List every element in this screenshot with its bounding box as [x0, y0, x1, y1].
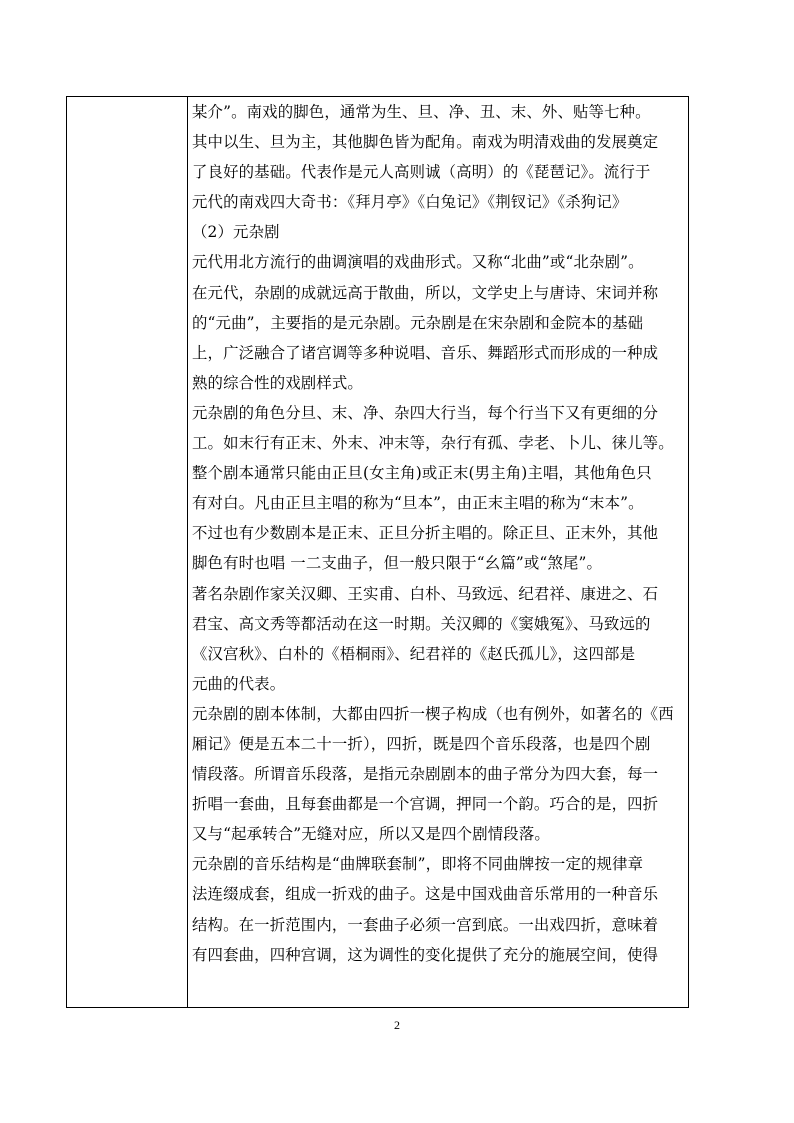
text-line: 在元代，杂剧的成就远高于散曲，所以，文学史上与唐诗、宋词并称	[192, 283, 659, 302]
text-line: 其中以生、旦为主，其他脚色皆为配角。南戏为明清戏曲的发展奠定	[192, 133, 659, 152]
text-line: 元曲的代表。	[192, 674, 286, 693]
text-line: 《汉宫秋》、白朴的《梧桐雨》、纪君祥的《赵氏孤儿》，这四部是	[192, 644, 636, 663]
text-line: （2）元杂剧	[192, 223, 280, 242]
text-line: 上，广泛融合了诸宫调等多种说唱、音乐、舞蹈形式而形成的一种成	[192, 343, 659, 362]
text-line: 整个剧本通常只能由正旦(女主角)或正末(男主角)主唱，其他角色只	[192, 464, 652, 483]
text-line: 情段落。所谓音乐段落，是指元杂剧剧本的曲子常分为四大套，每一	[192, 765, 659, 784]
text-line: 元杂剧的角色分旦、末、净、杂四大行当，每个行当下又有更细的分	[192, 403, 659, 422]
page-number: 2	[394, 1018, 400, 1032]
text-line: 熟的综合性的戏剧样式。	[192, 373, 363, 392]
column-divider	[187, 97, 188, 1007]
text-line: 工。如末行有正末、外末、冲末等，杂行有孤、孛老、卜儿、徕儿等。	[192, 434, 674, 453]
text-line: 某介”。南戏的脚色，通常为生、旦、净、丑、末、外、贴等七种。	[192, 103, 651, 121]
text-line: 有四套曲，四种宫调，这为调性的变化提供了充分的施展空间，使得	[192, 945, 659, 964]
text-line: 折唱一套曲，且每套曲都是一个宫调，押同一个韵。巧合的是，四折	[192, 795, 659, 814]
text-line: 了良好的基础。代表作是元人高则诚（高明）的《琵琶记》。流行于	[192, 163, 651, 182]
text-line: 有对白。凡由正旦主唱的称为“旦本”，由正末主唱的称为“末本”。	[192, 494, 644, 513]
text-line: 结构。在一折范围内，一套曲子必须一宫到底。一出戏四折，意味着	[192, 915, 659, 934]
text-line: 厢记》便是五本二十一折），四折，既是四个音乐段落，也是四个剧	[192, 734, 651, 753]
text-line: 元杂剧的音乐结构是“曲牌联套制”，即将不同曲牌按一定的规律章	[192, 855, 644, 874]
text-line: 元代用北方流行的曲调演唱的戏曲形式。又称“北曲”或“北杂剧”。	[192, 253, 644, 272]
content-table	[66, 96, 689, 1008]
text-line: 不过也有少数剧本是正末、正旦分折主唱的。除正旦、正末外，其他	[192, 524, 659, 543]
text-line: 的“元曲”，主要指的是元杂剧。元杂剧是在宋杂剧和金院本的基础	[192, 313, 644, 332]
text-line: 法连缀成套，组成一折戏的曲子。这是中国戏曲音乐常用的一种音乐	[192, 885, 659, 904]
text-line: 元杂剧的剧本体制，大都由四折一楔子构成（也有例外，如著名的《西	[192, 704, 674, 723]
text-line: 元代的南戏四大奇书：《拜月亭》《白兔记》《荆钗记》《杀狗记》	[192, 193, 628, 212]
text-line: 又与“起承转合”无缝对应，所以又是四个剧情段落。	[192, 825, 550, 844]
text-line: 君宝、高文秀等都活动在这一时期。关汉卿的《窦娥冤》、马致远的	[192, 614, 651, 633]
text-line: 著名杂剧作家关汉卿、王实甫、白朴、马致远、纪君祥、康进之、石	[192, 584, 659, 603]
text-cell	[192, 97, 684, 970]
text-line: 脚色有时也唱 一二支曲子，但一般只限于“幺篇”或“煞尾”。	[192, 554, 603, 573]
